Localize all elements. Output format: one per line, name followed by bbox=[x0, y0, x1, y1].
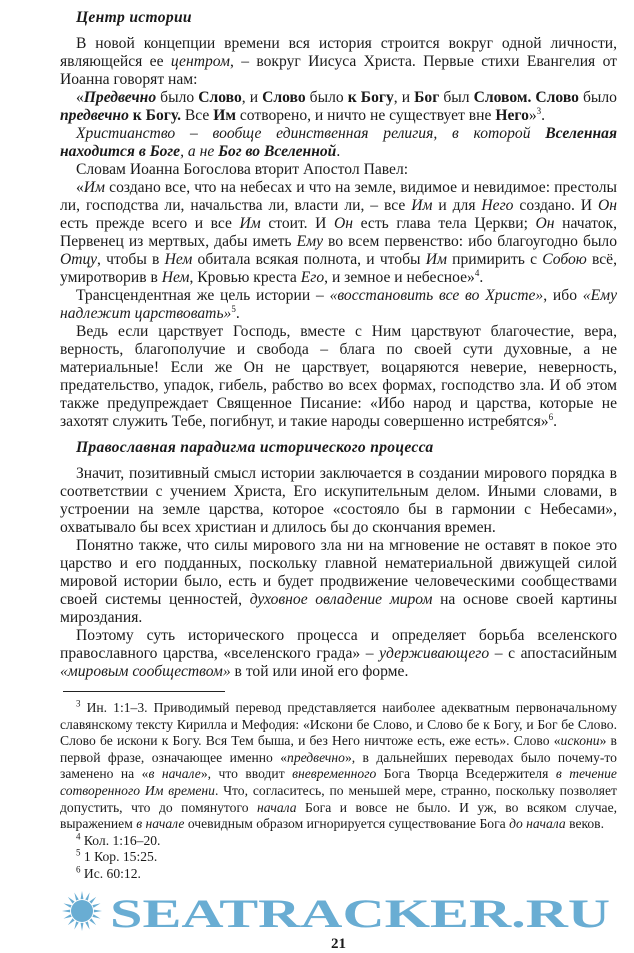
text-run: Центр истории bbox=[76, 9, 192, 26]
text-run: на основе своей картины мироздания. bbox=[60, 591, 617, 626]
text-run: Предвечно bbox=[83, 89, 157, 106]
text-run: , ибо bbox=[543, 287, 583, 304]
body-text bbox=[60, 9, 617, 681]
text-run: Христианство – вообще единственная религия, в которой bbox=[76, 125, 546, 142]
sun-ray bbox=[94, 909, 102, 912]
text-run: « bbox=[76, 179, 84, 196]
text-run: Он bbox=[334, 215, 354, 232]
text-run: . bbox=[553, 413, 557, 430]
text-run: Понятно также, что силы мирового зла ни на мгновение не оставят в покое это царство и его подданных, поскольку главной нематериальной движущей силой мировой истории было, есть и будет продвижение человеческими сообществами своей системы ценностей, bbox=[60, 537, 617, 608]
paragraph bbox=[60, 323, 617, 431]
text-run: Бога и вовсе не было. И уж, во всяком случае, выражением bbox=[60, 799, 618, 832]
text-run: в течение сотворенного Им времени bbox=[60, 766, 617, 798]
text-run: есть глава тела Церкви; bbox=[353, 215, 536, 232]
paragraph bbox=[60, 125, 617, 161]
footnote-reference: 6 bbox=[76, 864, 81, 875]
page-content bbox=[60, 9, 617, 953]
text-run: . bbox=[235, 305, 240, 322]
footnote-reference: 4 bbox=[474, 267, 480, 278]
text-run: вневременного bbox=[292, 766, 377, 782]
text-run: создано. И bbox=[513, 197, 598, 214]
text-run: . bbox=[479, 269, 484, 286]
text-run: Им bbox=[83, 179, 106, 196]
text-run: создано все, что на небесах и что на земле, видимое и невидимое: престолы ли, господства ли, начальства ли, власти ли, – все bbox=[60, 179, 617, 214]
footnote bbox=[60, 700, 617, 833]
text-run: во всем первенство: ибо благоугодно было bbox=[323, 233, 617, 250]
paragraph bbox=[60, 537, 617, 627]
text-run: Все bbox=[180, 107, 214, 124]
page-number: 21 bbox=[331, 935, 346, 952]
text-run: , и земное и небесное» bbox=[324, 269, 475, 286]
text-run: предвечно bbox=[287, 749, 345, 765]
text-run: В новой концепции времени вся история строится вокруг одной личности, являющейся ее bbox=[60, 35, 617, 70]
text-run: Ему bbox=[296, 233, 323, 250]
sun-ray bbox=[68, 918, 75, 925]
text-run: Слово bbox=[262, 89, 306, 106]
text-run: » bbox=[528, 107, 537, 124]
sun-icon bbox=[62, 891, 102, 931]
text-run: к Богу. bbox=[128, 107, 181, 124]
paragraph bbox=[60, 627, 617, 681]
footnote bbox=[60, 866, 617, 883]
paragraph bbox=[60, 89, 617, 125]
text-run: стоит. И bbox=[260, 215, 335, 232]
text-run: веков. bbox=[565, 816, 605, 832]
text-run: Его bbox=[300, 269, 325, 286]
text-run: » в первой фразе, означающее именно « bbox=[60, 733, 617, 765]
text-run: Им bbox=[213, 107, 236, 124]
sun-ray bbox=[92, 903, 100, 907]
text-run: Ведь если царствует Господь, вместе с Ним царствуют благочестие, вера, верность, благополучие и свобода – блага по своей сути духовные, а не материальные! Если же Он не царствует, воцаряются неверие, неверность, предательство, упадок, гибель, рабство во всех формах, господство зла. И об этом также предупреждает Священное Писание: «Ибо народ и царства, которые не захотят служить Тебе, погибнут, и такие народы совершенно истребятся» bbox=[60, 323, 617, 430]
footnote-reference: 6 bbox=[548, 411, 554, 422]
section-heading bbox=[60, 439, 617, 457]
sun-ray bbox=[62, 909, 70, 912]
sun-ray bbox=[81, 891, 84, 899]
text-run: , и bbox=[393, 89, 415, 106]
text-run: – с апостасийным bbox=[489, 645, 617, 662]
text-run: , – вокруг Иисуса Христа. Первые стихи Евангелия от Иоанна говорят нам: bbox=[60, 53, 617, 88]
text-run: Он bbox=[535, 215, 555, 232]
text-run: начала bbox=[257, 799, 297, 815]
text-run: Словам Иоанна Богослова вторит Апостол Павел: bbox=[76, 161, 409, 178]
footnote-reference: 4 bbox=[76, 831, 81, 842]
text-run: 1 Кор. 15:25. bbox=[80, 849, 158, 865]
text-run: искони bbox=[560, 733, 600, 749]
watermark-logo bbox=[60, 889, 617, 933]
sun-ray bbox=[68, 896, 75, 903]
text-run: сотворено, и ничто не существует вне bbox=[235, 107, 496, 124]
text-run: », что вводит bbox=[200, 766, 293, 782]
text-run: . Что, согласитесь, по меньшей мере, странно, поскольку позволяет допустить, что до помянутого bbox=[60, 782, 617, 815]
text-run: «Ему надлежит царствовать» bbox=[60, 287, 617, 322]
text-run: есть прежде всего и все bbox=[60, 215, 240, 232]
text-run: предвечно bbox=[60, 107, 129, 124]
sun-ray bbox=[64, 914, 72, 918]
footnote bbox=[60, 849, 617, 866]
text-run: «мировым сообществом» bbox=[60, 663, 231, 680]
text-run: , чтобы в bbox=[97, 251, 165, 268]
text-run: «восстановить все во Христе» bbox=[329, 287, 544, 304]
text-run: Им bbox=[411, 197, 433, 214]
paragraph bbox=[60, 179, 617, 287]
sun-ray bbox=[81, 922, 84, 930]
footnotes bbox=[60, 700, 617, 883]
text-run: Ис. 60:12. bbox=[80, 865, 141, 881]
text-run: до начала bbox=[509, 816, 566, 832]
text-run: удерживающего bbox=[379, 645, 490, 662]
text-run: , а не bbox=[180, 143, 219, 160]
text-run: в начале bbox=[148, 766, 201, 782]
text-run: Поэтому суть исторического процесса и определяет борьба вселенского православного царства, «вселенского града» – bbox=[60, 627, 617, 662]
sun-ray bbox=[89, 918, 96, 925]
footnote-reference: 3 bbox=[536, 105, 542, 116]
text-run: Словом. Слово bbox=[473, 89, 579, 106]
text-run: был bbox=[439, 89, 474, 106]
sun-ray bbox=[92, 914, 100, 918]
text-run: Им bbox=[425, 251, 447, 268]
text-run: Отцу bbox=[60, 251, 98, 268]
text-run: Слово bbox=[198, 89, 242, 106]
text-run: Бог bbox=[414, 89, 440, 106]
text-run: примирить с bbox=[446, 251, 543, 268]
text-run: в той или иной его форме. bbox=[230, 663, 409, 680]
paragraph bbox=[60, 161, 617, 179]
sun-ray bbox=[85, 892, 89, 900]
text-run: Нем bbox=[164, 251, 193, 268]
text-run: Значит, позитивный смысл истории заключается в создании мирового порядка в соответствии с учением Христа, Его искупительным делом. Иными словами, в устроении на земле царства, которое «состояло бы в гармонии с Небесами», охватывало бы всех христиан и длилось бы до скончания времен. bbox=[60, 465, 617, 536]
text-run: Кол. 1:16–20. bbox=[80, 832, 161, 848]
text-run: Него bbox=[481, 197, 514, 214]
text-run: . bbox=[541, 107, 546, 124]
text-run: Трансцендентная же цель истории – bbox=[76, 287, 330, 304]
paragraph bbox=[60, 465, 617, 537]
text-run: . bbox=[336, 143, 341, 160]
footnote-reference: 3 bbox=[76, 698, 81, 709]
text-run: центром bbox=[170, 53, 230, 70]
section-heading bbox=[60, 9, 617, 27]
text-run: Нем bbox=[161, 269, 190, 286]
text-run: всё, умиротворив в bbox=[60, 251, 617, 286]
sun-ray bbox=[85, 921, 89, 929]
text-run: к Богу bbox=[347, 89, 394, 106]
sun-ray bbox=[64, 903, 72, 907]
text-run: Православная парадигма исторического процесса bbox=[76, 439, 434, 456]
sun-ray bbox=[74, 892, 78, 900]
text-run: « bbox=[76, 89, 84, 106]
sun-ray bbox=[89, 896, 96, 903]
text-run: очевидным образом игнорируется существование Бога bbox=[184, 816, 510, 832]
text-run: Бог во Вселенной bbox=[218, 143, 337, 160]
text-run: , Кровью креста bbox=[189, 269, 301, 286]
text-run: начаток, Первенец из мертвых, дабы иметь bbox=[60, 215, 618, 250]
footnote-divider bbox=[63, 691, 225, 692]
text-run: », в дальнейших переводах было почему-то заменено на « bbox=[60, 749, 617, 782]
sun-ray bbox=[74, 921, 78, 929]
footnote-reference: 5 bbox=[76, 847, 81, 858]
text-run: Ин. 1:1–3. Приводимый перевод представляется наиболее адекватным первоначальному славянскому тексту Кирилла и Мефодия: «Искони бе Слово, и Слово бе к Богу, и Бог бе Слово. Слово бе искони к Богу. Вся Тем быша, и без Него ничтоже есть, еже есть». Слово « bbox=[60, 700, 617, 749]
footnote-reference: 5 bbox=[231, 303, 236, 314]
watermark-text: SEATRACKER.RU bbox=[110, 890, 610, 933]
text-run: Него bbox=[495, 107, 529, 124]
text-run: было bbox=[578, 89, 617, 106]
text-run: было bbox=[156, 89, 199, 106]
text-run: Им bbox=[239, 215, 261, 232]
text-run: и для bbox=[432, 197, 482, 214]
text-run: было bbox=[305, 89, 348, 106]
text-run: , и bbox=[241, 89, 263, 106]
paragraph bbox=[60, 287, 617, 323]
text-run: Он bbox=[598, 197, 617, 214]
text-run: обитала всякая полнота, и чтобы bbox=[192, 251, 426, 268]
text-run: духовное овладение миром bbox=[249, 591, 433, 608]
text-run: в начале bbox=[136, 816, 185, 832]
text-run: Вселенная находится в Боге bbox=[60, 125, 617, 160]
footnote bbox=[60, 833, 617, 850]
paragraph bbox=[60, 35, 617, 89]
text-run: Бога Творца Вседержителя bbox=[376, 766, 556, 782]
text-run: Собою bbox=[542, 251, 587, 268]
